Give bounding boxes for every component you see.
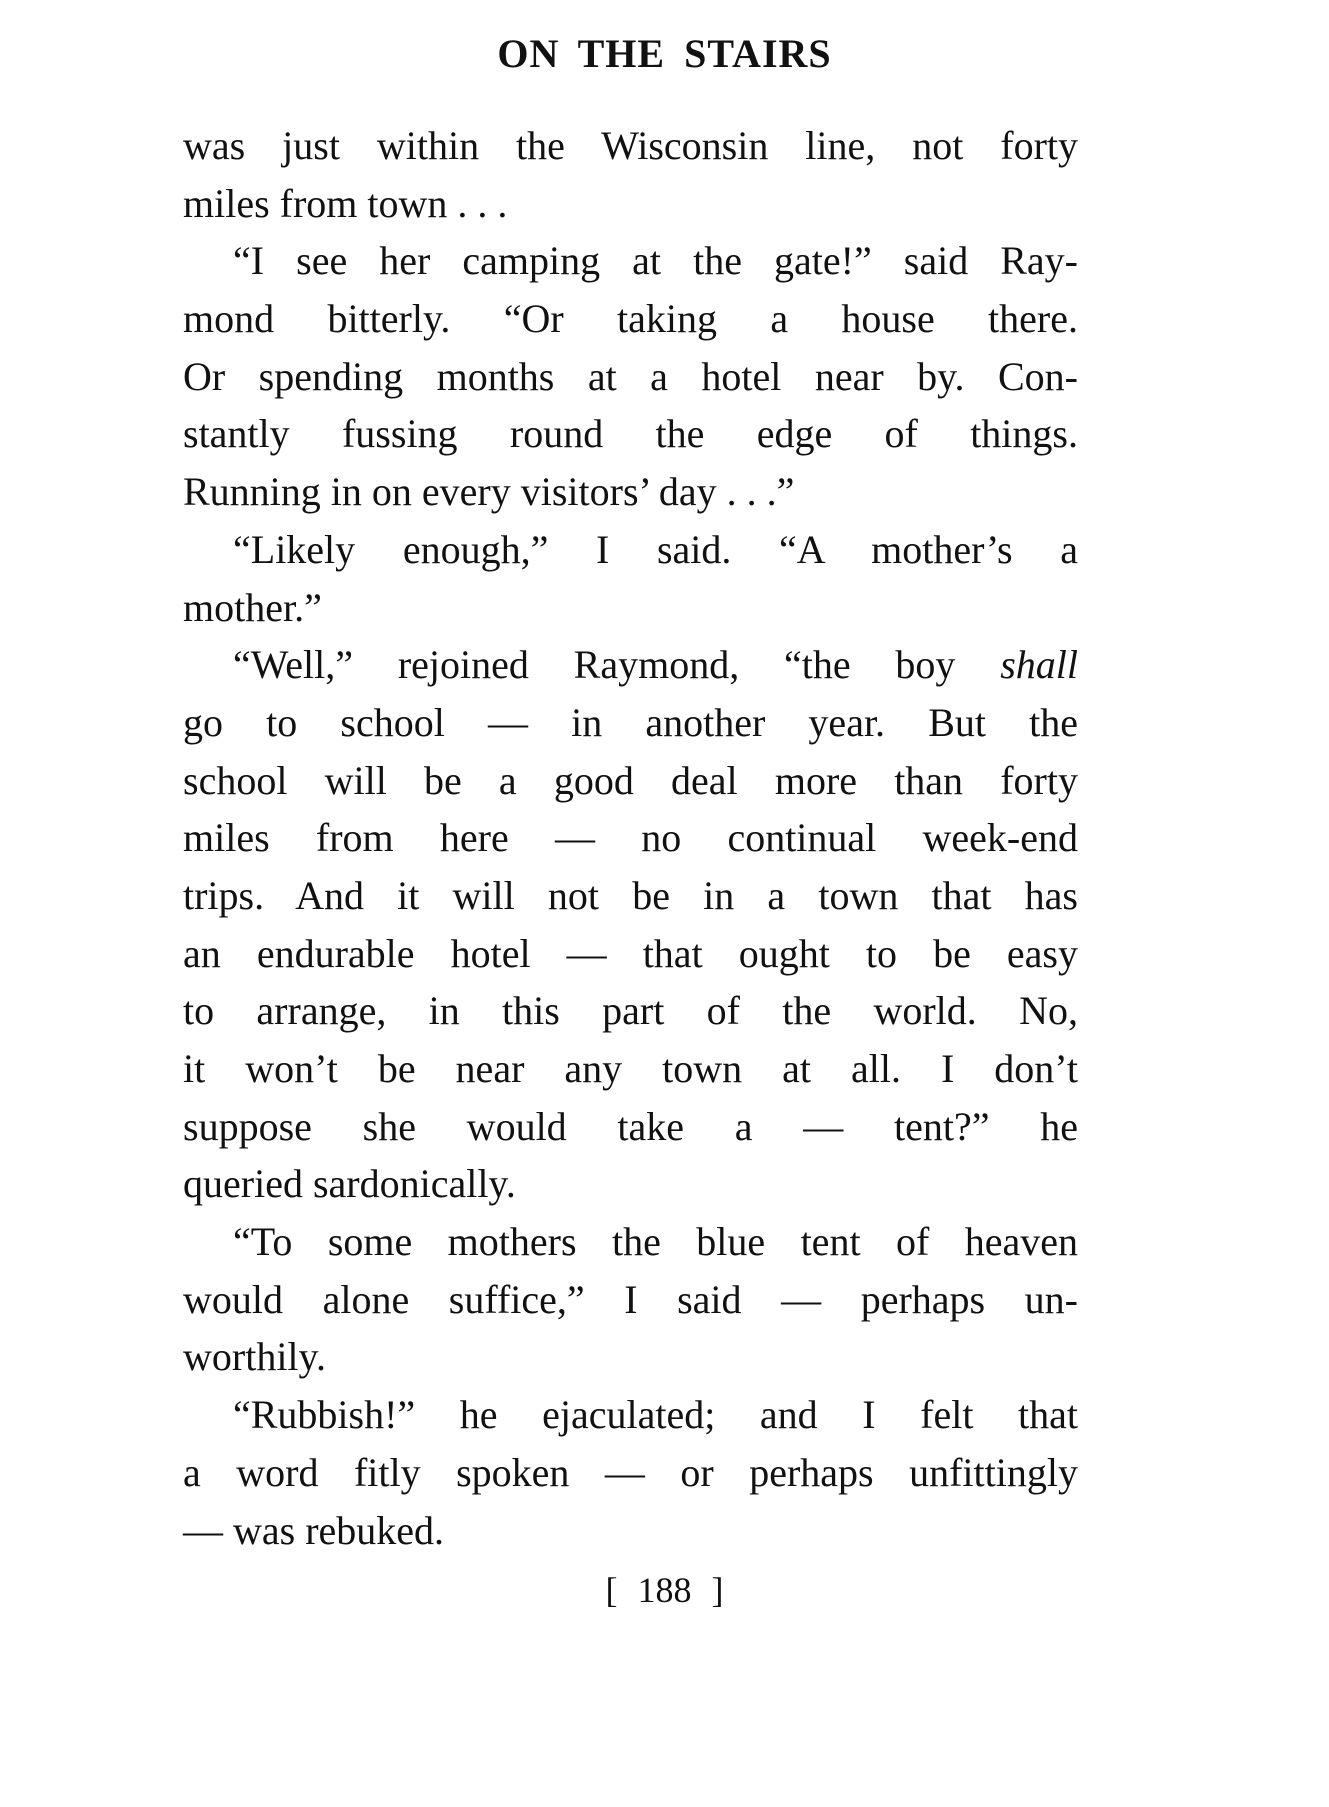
page-number-value: 188 bbox=[637, 1570, 692, 1610]
page-number-bracket-open: [ bbox=[605, 1570, 618, 1610]
text-line: mond bitterly. “Or taking a house there. bbox=[183, 296, 1078, 342]
text-line: miles from town . . . bbox=[183, 180, 508, 226]
running-title: ON THE STAIRS bbox=[497, 31, 832, 76]
text-line: a word fitly spoken — or perhaps unfittingly bbox=[183, 1449, 1078, 1495]
text-line: it won’t be near any town at all. I don’t bbox=[183, 1046, 1078, 1091]
text-line: mother.” bbox=[183, 584, 322, 630]
text-line: miles from here — no continual week-end bbox=[183, 815, 1078, 861]
text-line: “Rubbish!” he ejaculated; and I felt that bbox=[233, 1392, 1078, 1438]
text-line: queried sardonically. bbox=[183, 1161, 516, 1207]
text-line: trips. And it will not be in a town that has bbox=[183, 872, 1078, 918]
text-line: “I see her camping at the gate!” said Ray- bbox=[233, 238, 1078, 284]
text-line: go to school — in another year. But the bbox=[183, 699, 1078, 745]
text-line: an endurable hotel — that ought to be easy bbox=[183, 930, 1078, 976]
text-line: “To some mothers the blue tent of heaven bbox=[233, 1219, 1078, 1265]
text-line: stantly fussing round the edge of things. bbox=[183, 411, 1078, 457]
text-line: Or spending months at a hotel near by. Con- bbox=[183, 353, 1078, 399]
italic-word: shall bbox=[1000, 642, 1078, 688]
page-number bbox=[0, 1568, 1329, 1612]
page-number-bracket-close: ] bbox=[711, 1570, 724, 1610]
text-line: school will be a good deal more than forty bbox=[183, 757, 1078, 803]
text-line: “Likely enough,” I said. “A mother’s a bbox=[233, 526, 1078, 572]
text-line: would alone suffice,” I said — perhaps un- bbox=[183, 1276, 1078, 1322]
text-line: worthily. bbox=[183, 1334, 326, 1380]
text-line: was just within the Wisconsin line, not forty bbox=[183, 123, 1078, 168]
text-line: suppose she would take a — tent?” he bbox=[183, 1103, 1078, 1149]
text-line-with-italic bbox=[183, 636, 1078, 694]
body-text bbox=[183, 117, 1078, 1559]
text-line: — was rebuked. bbox=[183, 1507, 445, 1553]
text-line: Running in on every visitors’ day . . .” bbox=[183, 469, 795, 515]
line-text-before-italic: “Well,” rejoined Raymond, “the boy bbox=[233, 642, 1001, 688]
text-line: to arrange, in this part of the world. No, bbox=[183, 988, 1078, 1034]
